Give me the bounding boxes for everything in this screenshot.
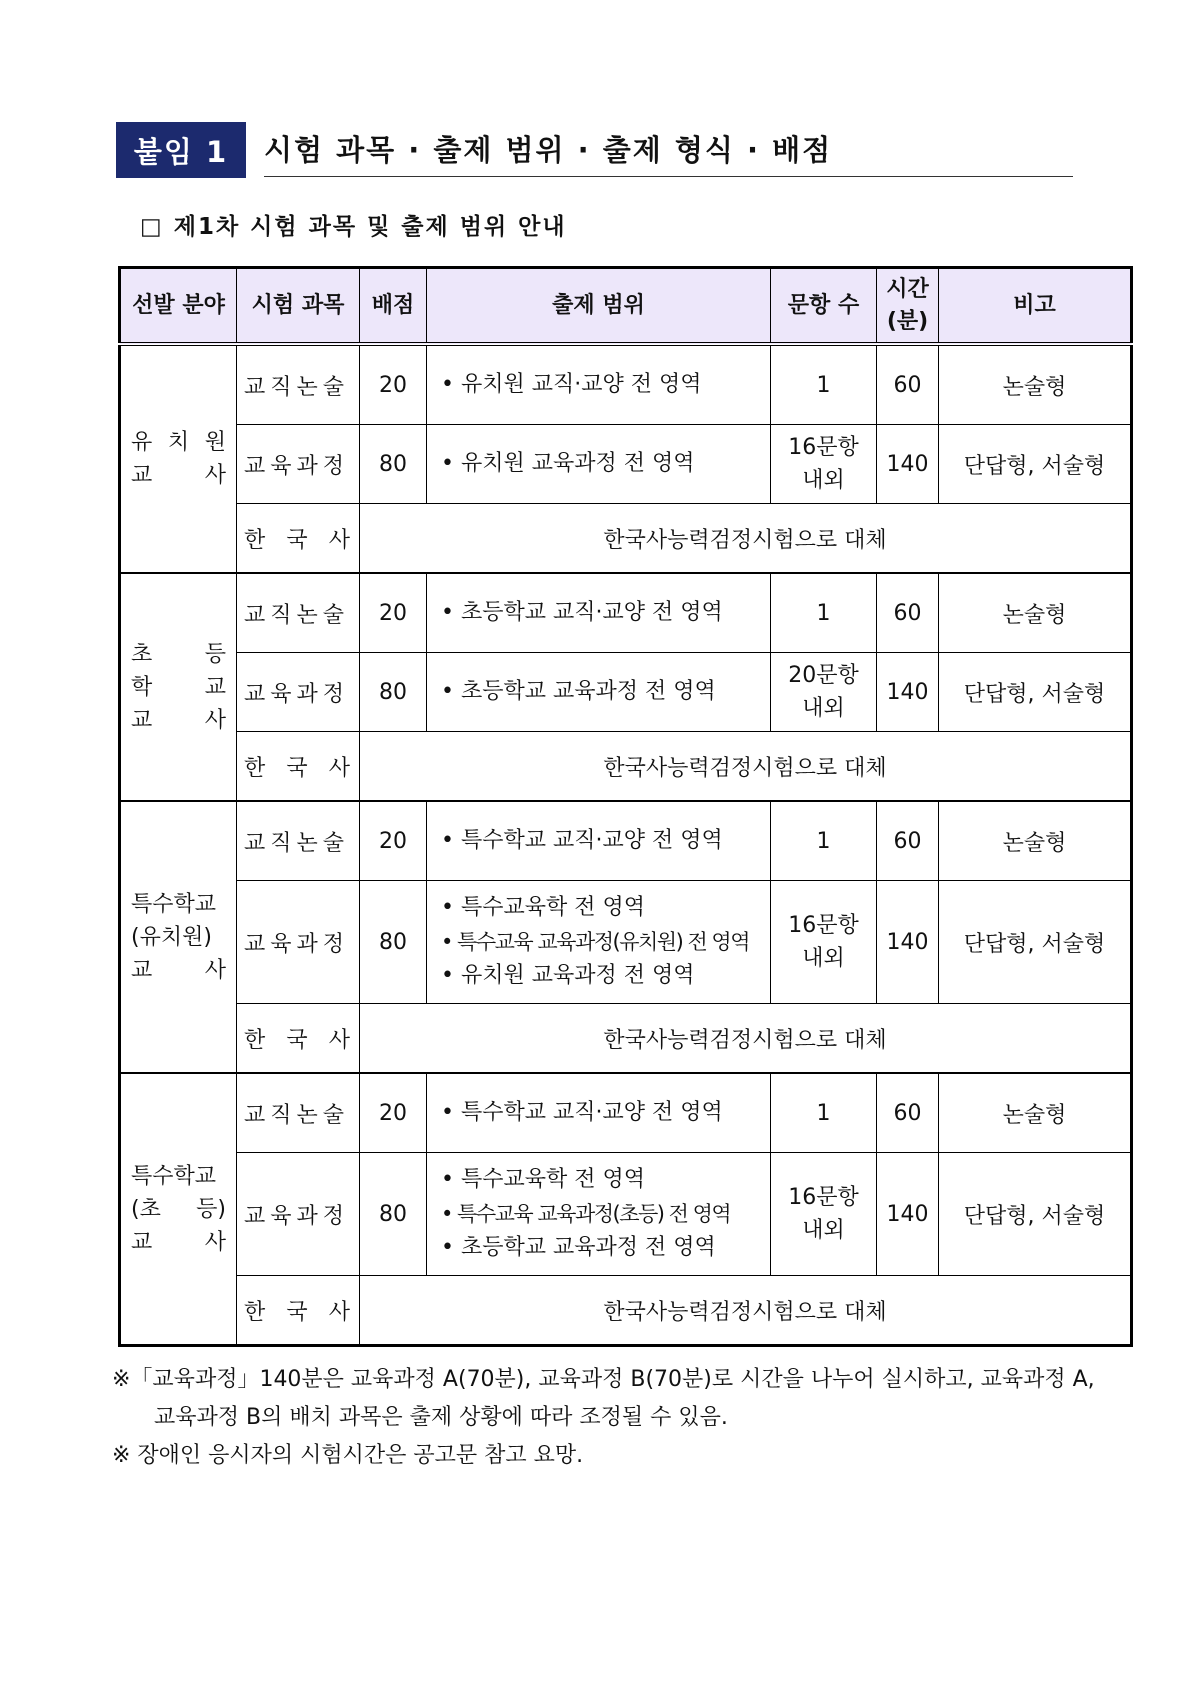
subject-cell: 교직논술 [237,573,360,653]
text-fragment: 사 [328,1299,350,1325]
selection-field-cell [120,344,237,573]
table-row [120,1153,1132,1276]
attachment-badge: 붙임 1 [116,122,246,178]
note-cell: 단답형, 서술형 [939,653,1132,732]
spread-line [131,888,226,921]
count-cell [771,653,877,732]
scope-cell [427,653,771,732]
note-cell: 논술형 [939,344,1132,425]
count-line: 내외 [802,1218,845,1243]
text-fragment: 한 [244,1299,266,1325]
header-subject: 시험 과목 [237,268,360,345]
scope-item: • 특수교육학 전 영역 [441,1167,645,1192]
scope-item: • 특수학교 교직·교양 전 영역 [441,828,723,853]
table-row [120,801,1132,881]
header-count: 문항 수 [771,268,877,345]
section-subtitle: □ 제1차 시험 과목 및 출제 범위 안내 [140,214,567,240]
text-fragment: 교 [204,674,226,700]
history-replacement-cell: 한국사능력검정시험으로 대체 [360,732,1132,802]
scope-item: • 특수학교 교직·교양 전 영역 [441,1100,723,1125]
count-cell [771,344,877,425]
time-cell: 140 [877,653,939,732]
score-cell: 80 [360,653,427,732]
spread-line [244,1295,356,1326]
subject-cell: 교직논술 [237,344,360,425]
count-line: 20문항 [788,663,859,688]
spread-line [131,1226,226,1259]
header-score: 배점 [360,268,427,345]
exam-subject-table [118,266,1133,1347]
header-time: 시간 (분) [877,268,939,345]
time-cell: 60 [877,801,939,881]
text-fragment: 특수학교 [131,891,217,917]
count-line: 1 [816,600,831,626]
text-fragment: 사 [204,957,226,983]
count-cell [771,1073,877,1153]
spread-line [131,704,226,737]
spread-line [131,921,226,954]
scope-item: • 특수교육학 전 영역 [441,895,645,920]
count-line: 1 [816,1100,831,1126]
score-cell: 80 [360,1153,427,1276]
footnotes [112,1361,1095,1475]
document-title-bar [116,122,1073,178]
spread-line [131,954,226,987]
text-fragment: (초 [131,1196,161,1222]
note-cell: 단답형, 서술형 [939,1153,1132,1276]
spread-line [131,1160,226,1193]
text-fragment: 교 [131,957,153,983]
spread-line [244,523,356,554]
text-fragment: 한 [244,1027,266,1053]
footnote-1: ※「교육과정」140분은 교육과정 A(70분), 교육과정 B(70분)로 시간을 나누어 실시하고, 교육과정 A, [112,1367,1095,1392]
text-fragment: 한 [244,755,266,781]
spread-line [131,459,226,492]
time-cell: 140 [877,1153,939,1276]
subject-cell-history [237,1004,360,1074]
selection-field-cell [120,1073,237,1346]
scope-cell [427,344,771,425]
text-fragment: 사 [328,1027,350,1053]
count-cell [771,425,877,504]
scope-cell [427,801,771,881]
table-row [120,573,1132,653]
note-cell: 단답형, 서술형 [939,425,1132,504]
text-fragment: 등 [204,641,226,667]
header-field: 선발 분야 [120,268,237,345]
text-fragment: 사 [204,463,226,488]
count-line: 16문항 [788,913,859,938]
text-fragment: 초 [131,641,153,667]
note-cell: 논술형 [939,573,1132,653]
count-line: 내외 [802,468,845,493]
text-fragment: 유 [131,430,153,455]
scope-item: • 특수교육 교육과정(유치원) 전 영역 [441,930,749,954]
score-cell: 80 [360,425,427,504]
count-line: 1 [816,372,831,398]
history-replacement-cell: 한국사능력검정시험으로 대체 [360,1004,1132,1074]
subject-cell-history [237,1276,360,1346]
count-line: 내외 [802,946,845,971]
count-cell [771,881,877,1004]
text-fragment: 사 [328,527,350,553]
history-replacement-cell: 한국사능력검정시험으로 대체 [360,1276,1132,1346]
text-fragment: (유치원) [131,924,212,950]
text-fragment: 국 [286,1299,308,1325]
count-cell [771,573,877,653]
subject-cell-history [237,504,360,574]
scope-cell [427,1073,771,1153]
table-row [120,1073,1132,1153]
subject-cell: 교육과정 [237,881,360,1004]
score-cell: 20 [360,1073,427,1153]
count-line: 1 [816,828,831,854]
spread-line [244,1023,356,1054]
table-row [120,344,1132,425]
spread-line [131,1193,226,1226]
score-cell: 20 [360,344,427,425]
text-fragment: 등) [196,1196,226,1222]
score-cell: 20 [360,573,427,653]
count-cell [771,1153,877,1276]
spread-line [244,751,356,782]
scope-item: • 초등학교 교육과정 전 영역 [441,679,716,704]
scope-item: • 유치원 교육과정 전 영역 [441,451,695,476]
text-fragment: 국 [286,527,308,553]
scope-item: • 초등학교 교직·교양 전 영역 [441,600,723,625]
spread-line [131,426,226,459]
subject-cell: 교육과정 [237,425,360,504]
scope-cell [427,881,771,1004]
text-fragment: 사 [204,1229,226,1255]
spread-line [131,638,226,671]
count-line: 16문항 [788,435,859,460]
text-fragment: 국 [286,755,308,781]
spread-line [131,671,226,704]
text-fragment: 사 [328,755,350,781]
scope-cell [427,1153,771,1276]
table-row-history [120,1004,1132,1074]
count-line: 내외 [802,696,845,721]
note-cell: 논술형 [939,1073,1132,1153]
score-cell: 80 [360,881,427,1004]
selection-field-cell [120,801,237,1073]
count-line: 16문항 [788,1185,859,1210]
footnote-1-cont: 교육과정 B의 배치 과목은 출제 상황에 따라 조정될 수 있음. [154,1405,728,1430]
subject-cell-history [237,732,360,802]
table-row [120,881,1132,1004]
header-scope: 출제 범위 [427,268,771,345]
time-cell: 60 [877,1073,939,1153]
text-fragment: 한 [244,527,266,553]
count-cell [771,801,877,881]
text-fragment: 원 [204,430,226,455]
text-fragment: 교 [131,707,153,733]
scope-item: • 유치원 교직·교양 전 영역 [441,372,702,397]
table-row-history [120,1276,1132,1346]
footnote-2: ※ 장애인 응시자의 시험시간은 공고문 참고 요망. [112,1443,584,1468]
table-row-history [120,504,1132,574]
table-row [120,425,1132,504]
selection-field-cell [120,573,237,801]
time-cell: 60 [877,573,939,653]
page-title: 시험 과목 · 출제 범위 · 출제 형식 · 배점 [264,133,833,167]
time-cell: 140 [877,881,939,1004]
scope-item: • 유치원 교육과정 전 영역 [441,963,695,988]
score-cell: 20 [360,801,427,881]
header-note: 비고 [939,268,1132,345]
subject-cell: 교육과정 [237,1153,360,1276]
text-fragment: 특수학교 [131,1163,217,1189]
text-fragment: 교 [131,1229,153,1255]
text-fragment: 사 [204,707,226,733]
scope-item: • 특수교육 교육과정(초등) 전 영역 [441,1202,731,1226]
text-fragment: 교 [131,463,153,488]
text-fragment: 치 [167,430,190,455]
subject-cell: 교직논술 [237,801,360,881]
table-row [120,653,1132,732]
note-cell: 단답형, 서술형 [939,881,1132,1004]
text-fragment: 학 [131,674,153,700]
note-cell: 논술형 [939,801,1132,881]
title-underline [264,176,1073,177]
scope-cell [427,425,771,504]
subject-cell: 교직논술 [237,1073,360,1153]
history-replacement-cell: 한국사능력검정시험으로 대체 [360,504,1132,574]
scope-cell [427,573,771,653]
table-row-history [120,732,1132,802]
text-fragment: 국 [286,1027,308,1053]
table-header-row [120,268,1132,345]
scope-item: • 초등학교 교육과정 전 영역 [441,1235,716,1260]
time-cell: 60 [877,344,939,425]
subject-cell: 교육과정 [237,653,360,732]
time-cell: 140 [877,425,939,504]
